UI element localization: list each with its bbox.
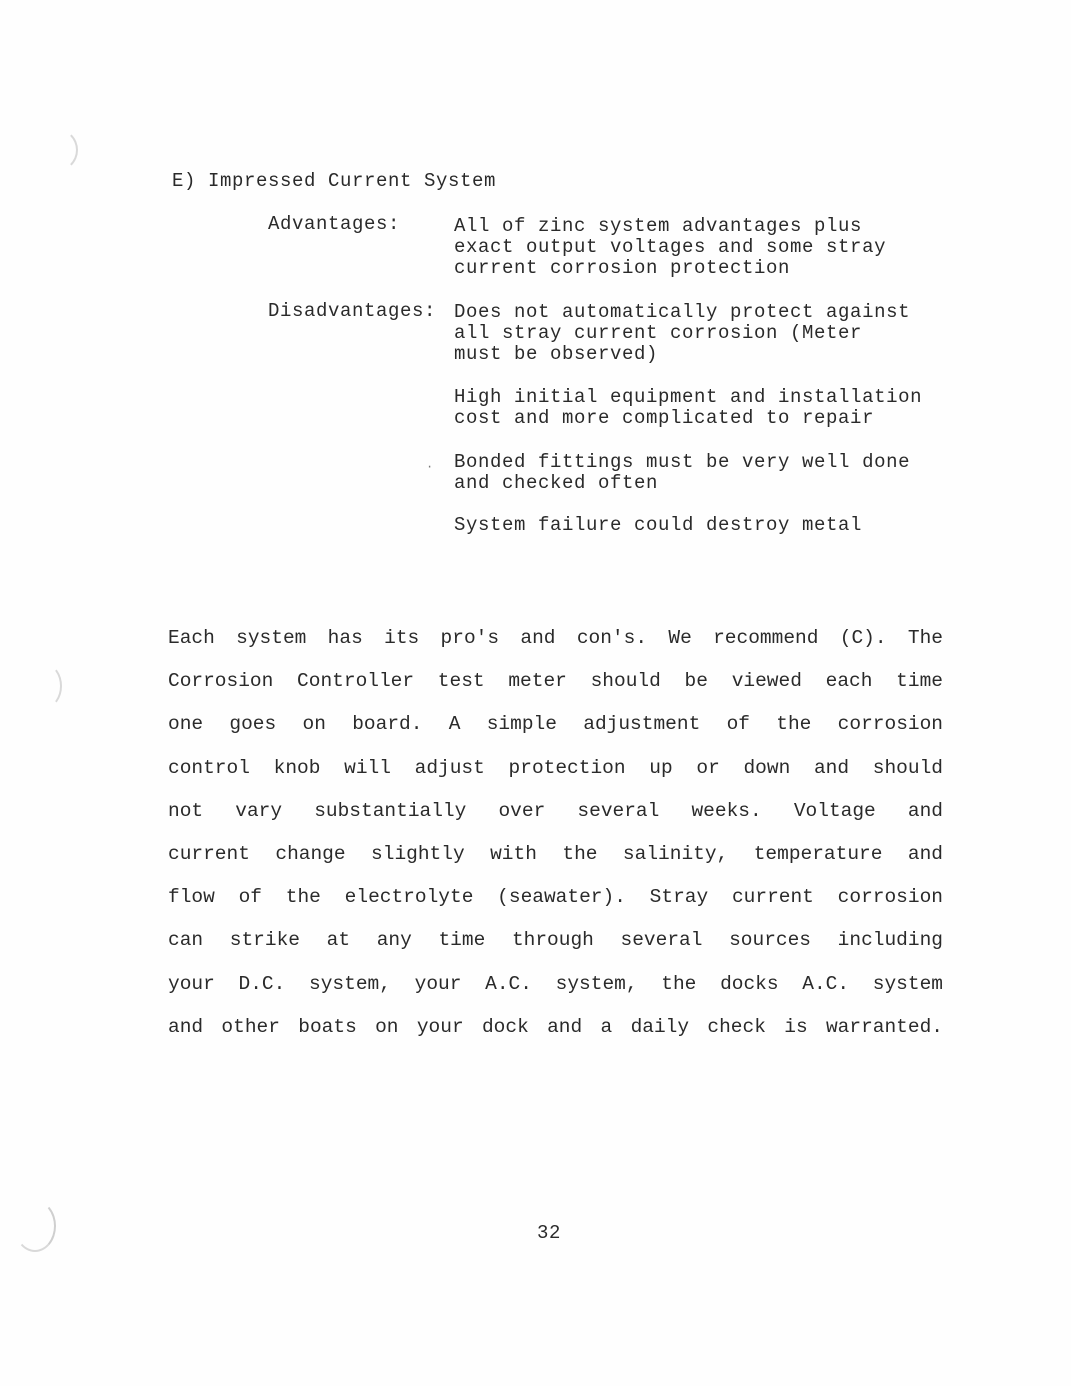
binder-hole-mark-middle (30, 664, 62, 708)
section-heading: E) Impressed Current System (172, 170, 497, 192)
disadvantage-line: High initial equipment and installation (454, 386, 923, 408)
recommendation-paragraph (168, 617, 943, 1049)
page-number: 32 (537, 1222, 562, 1244)
paragraph-line: control knob will adjust protection up or down and should (168, 756, 943, 779)
disadvantage-line: cost and more complicated to repair (454, 407, 875, 429)
disadvantage-item (454, 452, 974, 494)
disadvantage-line: and checked often (454, 472, 659, 494)
binder-hole-mark-bottom (14, 1200, 56, 1252)
binder-hole-mark-top (34, 128, 78, 172)
disadvantage-line: System failure could destroy metal (454, 514, 863, 536)
disadvantage-item (454, 387, 974, 429)
paragraph-line: Each system has its pro's and con's. We recommend (C). The (168, 627, 943, 649)
disadvantage-line: must be observed) (454, 343, 659, 365)
paragraph-line: not vary substantially over several weeks. Voltage and (168, 799, 943, 822)
advantages-line: current corrosion protection (454, 257, 791, 279)
advantages-line: All of zinc system advantages plus (454, 215, 863, 237)
disadvantage-item (454, 302, 974, 365)
advantages-line: exact output voltages and some stray (454, 236, 887, 258)
scan-speck: · (426, 460, 434, 474)
disadvantage-line: Bonded fittings must be very well done (454, 451, 911, 473)
disadvantage-line: Does not automatically protect against (454, 301, 911, 323)
paragraph-line: your D.C. system, your A.C. system, the docks A.C. system (168, 972, 943, 995)
disadvantage-line: all stray current corrosion (Meter (454, 322, 863, 344)
paragraph-line: current change slightly with the salinity, temperature and (168, 843, 943, 866)
advantages-label: Advantages: (268, 213, 401, 235)
paragraph-line: and other boats on your dock and a daily check is warranted. (168, 1015, 943, 1038)
disadvantages-label: Disadvantages: (268, 300, 437, 322)
advantages-description (454, 216, 974, 279)
paragraph-line: flow of the electrolyte (seawater). Stray current corrosion (168, 886, 943, 909)
paragraph-line: can strike at any time through several sources including (168, 929, 943, 952)
paragraph-line: one goes on board. A simple adjustment of the corrosion (168, 713, 943, 736)
disadvantage-item (454, 515, 974, 536)
paragraph-line: Corrosion Controller test meter should be viewed each time (168, 670, 943, 693)
